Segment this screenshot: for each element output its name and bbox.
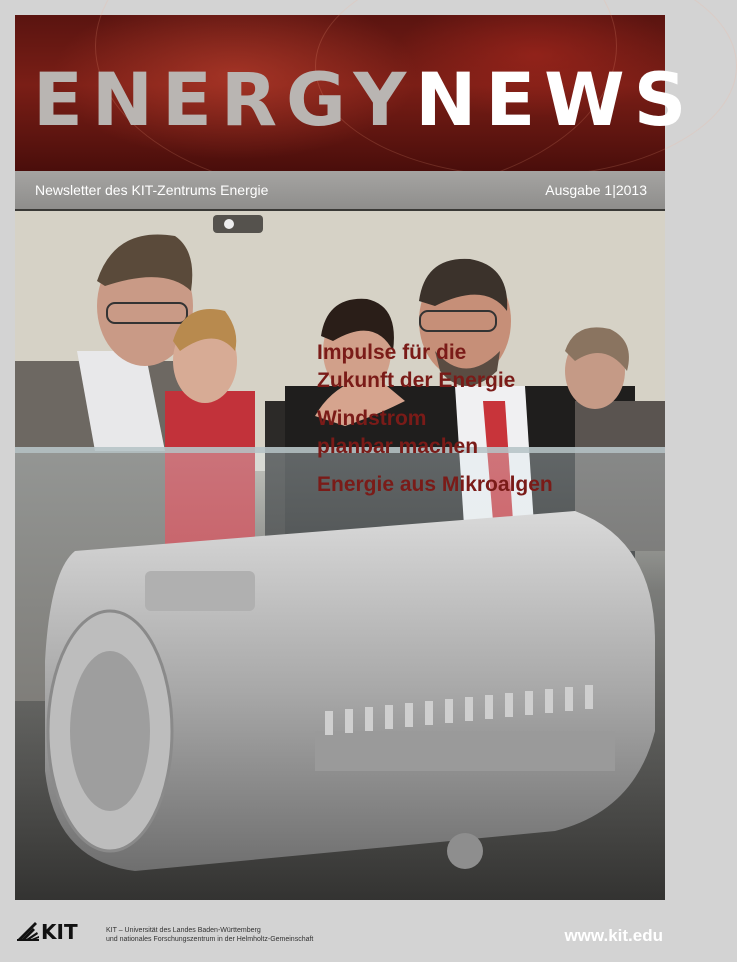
cover-headlines xyxy=(317,339,637,509)
newsletter-subtitle: Newsletter des KIT-Zentrums Energie xyxy=(35,182,269,198)
subtitle-bar xyxy=(15,171,665,209)
cover-photo xyxy=(15,211,665,900)
title-energy: ENERGY xyxy=(33,58,416,143)
issue-number: Ausgabe 1|2013 xyxy=(545,182,647,198)
kit-logo xyxy=(17,918,81,942)
institution-text: KIT – Universität des Landes Baden-Württemberg und nationales Forschungszentrum in der Helmholtz-Gemeinschaft xyxy=(106,927,314,943)
magazine-cover xyxy=(15,15,696,900)
headline-1[interactable]: Impulse für die Zukunft der Energie xyxy=(317,341,516,392)
cover-photo-illustration xyxy=(15,211,665,900)
kit-logo-text: KIT xyxy=(41,920,78,944)
headline-3[interactable]: Energie aus Mikroalgen xyxy=(317,473,553,496)
title-news: NEWS xyxy=(415,58,696,143)
website-link[interactable]: www.kit.edu xyxy=(564,926,663,945)
turbine-model xyxy=(45,511,655,871)
projector xyxy=(213,215,263,233)
headline-2[interactable]: Windstrom planbar machen xyxy=(317,407,479,458)
masthead xyxy=(15,15,696,171)
newsletter-title xyxy=(33,59,695,143)
